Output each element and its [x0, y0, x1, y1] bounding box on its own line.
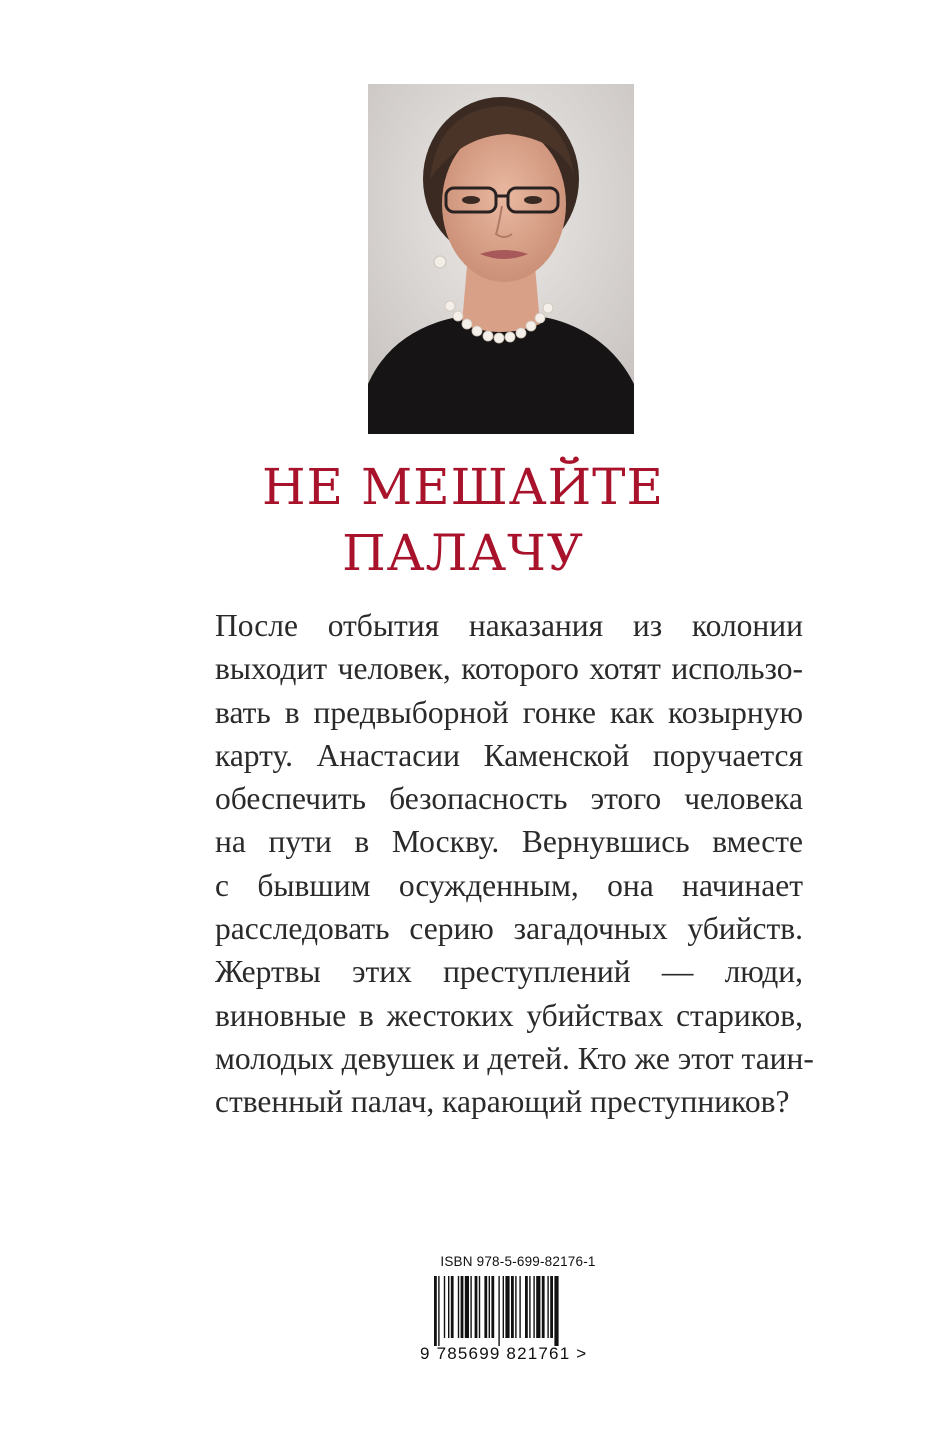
book-title: [0, 454, 926, 586]
barcode-bar: [475, 1276, 478, 1338]
blurb-line: ственный палач, карающий преступников?: [215, 1084, 790, 1120]
barcode-bar: [461, 1276, 464, 1338]
barcode-bar: [519, 1276, 520, 1338]
book-title-line-2: ПАЛАЧУ: [342, 524, 584, 582]
blurb-line: на пути в Москву. Вернувшись вместе: [215, 824, 803, 860]
book-title-line-1: НЕ МЕШАЙТЕ: [261, 458, 665, 516]
barcode-bar: [491, 1276, 494, 1338]
barcode-bar: [515, 1276, 516, 1338]
barcode-bars-icon: [424, 1276, 612, 1346]
blurb-line: карту. Анастасии Каменской поручается: [215, 737, 803, 773]
blurb-line: молодых девушек и детей. Кто же этот таин-: [215, 1040, 814, 1076]
blurb-line: с бывшим осужденным, она начинает: [215, 867, 803, 903]
barcode-bar: [458, 1276, 459, 1338]
isbn-barcode: [420, 1254, 616, 1364]
barcode-bar: [511, 1276, 514, 1338]
barcode-bar: [529, 1276, 530, 1338]
barcode-bar: [444, 1276, 445, 1338]
author-photo: [368, 84, 634, 434]
barcode-bar: [489, 1276, 490, 1338]
barcode-bar: [438, 1276, 439, 1346]
blurb-line: вать в предвыборной гонке как козырную: [215, 694, 803, 730]
isbn-label: ISBN 978-5-699-82176-1: [440, 1254, 596, 1269]
barcode-bar: [554, 1276, 558, 1346]
blurb-line: виновные в жестоких убийствах стариков,: [215, 997, 803, 1033]
blurb-line: выходит человек, которого хотят использо-: [215, 651, 803, 687]
barcode-bar: [505, 1276, 509, 1338]
barcode-bar: [536, 1276, 540, 1338]
barcode-bar: [547, 1276, 548, 1338]
book-blurb: [215, 604, 814, 1124]
blurb-line: После отбытия наказания из колонии: [215, 608, 803, 643]
barcode-digits: 9 785699 821761 >: [420, 1344, 588, 1363]
barcode-bar: [542, 1276, 545, 1338]
barcode-bar: [550, 1276, 553, 1338]
barcode-bar: [448, 1276, 449, 1338]
barcode-bar: [479, 1276, 480, 1338]
blurb-line: обеспечить безопасность этого человека: [215, 781, 803, 817]
barcode-bar: [465, 1276, 469, 1338]
barcode-bar: [470, 1276, 471, 1338]
author-portrait-illustration: [368, 84, 634, 434]
barcode-bar: [498, 1276, 499, 1346]
barcode-bar: [484, 1276, 487, 1338]
blurb-line: Жертвы этих преступлений — люди,: [215, 954, 803, 990]
blurb-line: расследовать серию загадочных убийств.: [215, 911, 803, 947]
barcode-bar: [503, 1276, 504, 1338]
barcode-bar: [525, 1276, 528, 1338]
barcode-bar: [533, 1276, 534, 1338]
barcode-bar: [434, 1276, 437, 1346]
barcode-bar: [451, 1276, 454, 1338]
